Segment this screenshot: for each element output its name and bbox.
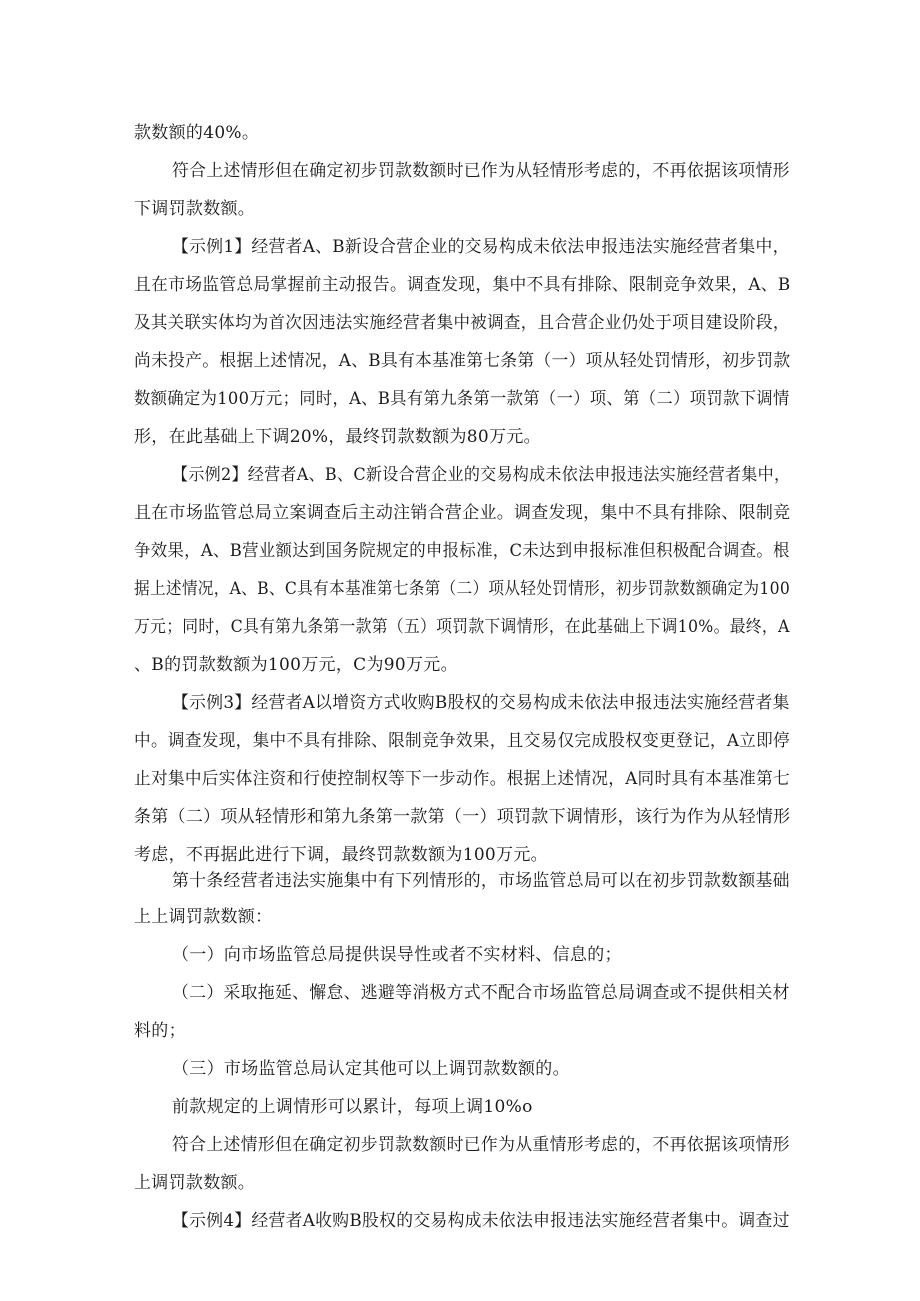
- text-line: 止对集中后实体注资和行使控制权等下一步动作。根据上述情况，A同时具有本基准第七: [134, 769, 790, 789]
- text-line: 料的；: [134, 1021, 186, 1041]
- text-line: 、B的罚款数额为100万元，C为90万元。: [134, 655, 458, 675]
- text-line: 第十条经营者违法实施集中有下列情形的，市场监管总局可以在初步罚款数额基础: [172, 871, 790, 891]
- text-line: 数额确定为100万元；同时，A、B具有第九条第一款第（一）项、第（二）项罚款下调情: [134, 389, 790, 409]
- text-line: 【示例3】经营者A以增资方式收购B股权的交易构成未依法申报违法实施经营者集: [172, 693, 790, 713]
- text-line: 且在市场监管总局立案调查后主动注销合营企业。调查发现，集中不具有排除、限制竞: [134, 503, 791, 523]
- text-line: 尚未投产。根据上述情况，A、B具有本基准第七条第（一）项从轻处罚情形，初步罚款: [134, 351, 791, 371]
- text-line: （三）市场监管总局认定其他可以上调罚款数额的。: [172, 1059, 570, 1079]
- text-line: 【示例4】经营者A收购B股权的交易构成未依法申报违法实施经营者集中。调查过: [172, 1211, 790, 1231]
- text-line: 款数额的40%。: [134, 123, 260, 143]
- text-line: 及其关联实体均为首次因违法实施经营者集中被调查，且合营企业仍处于项目建设阶段，: [134, 313, 790, 333]
- text-line: 争效果，A、B营业额达到国务院规定的申报标准，C未达到申报标准但积极配合调查。根: [134, 541, 790, 561]
- text-line: 上上调罚款数额：: [134, 907, 273, 927]
- text-line: 符合上述情形但在确定初步罚款数额时已作为从重情形考虑的，不再依据该项情形: [172, 1135, 790, 1155]
- text-line: 条第（二）项从轻情形和第九条第一款第（一）项罚款下调情形，该行为作为从轻情形: [134, 807, 791, 827]
- text-line: 且在市场监管总局掌握前主动报告。调查发现，集中不具有排除、限制竞争效果，A、B: [134, 275, 791, 295]
- text-line: 万元；同时，C具有第九条第一款第（五）项罚款下调情形，在此基础上下调10%。最终，A: [134, 617, 790, 637]
- text-line: 下调罚款数额。: [134, 199, 256, 219]
- text-line: 符合上述情形但在确定初步罚款数额时已作为从轻情形考虑的，不再依据该项情形: [172, 161, 790, 181]
- text-line: 考虑，不再据此进行下调，最终罚款数额为100万元。: [134, 845, 548, 865]
- text-line: （一）向市场监管总局提供误导性或者不实材料、信息的；: [172, 945, 622, 965]
- text-line: 【示例2】经营者A、B、C新设合营企业的交易构成未依法申报违法实施经营者集中，: [172, 465, 791, 485]
- text-line: 上调罚款数额。: [134, 1173, 256, 1193]
- text-line: 【示例1】经营者A、B新设合营企业的交易构成未依法申报违法实施经营者集中，: [172, 237, 790, 257]
- text-line: 中。调查发现，集中不具有排除、限制竞争效果，且交易仅完成股权变更登记，A立即停: [134, 731, 790, 751]
- text-line: 形，在此基础上下调20%，最终罚款数额为80万元。: [134, 427, 541, 447]
- text-line: 据上述情况，A、B、C具有本基准第七条第（二）项从轻处罚情形，初步罚款数额确定为100: [134, 579, 791, 599]
- text-line: 前款规定的上调情形可以累计，每项上调10%o: [172, 1097, 533, 1117]
- text-line: （二）采取拖延、懈怠、逃避等消极方式不配合市场监管总局调查或不提供相关材: [172, 983, 790, 1003]
